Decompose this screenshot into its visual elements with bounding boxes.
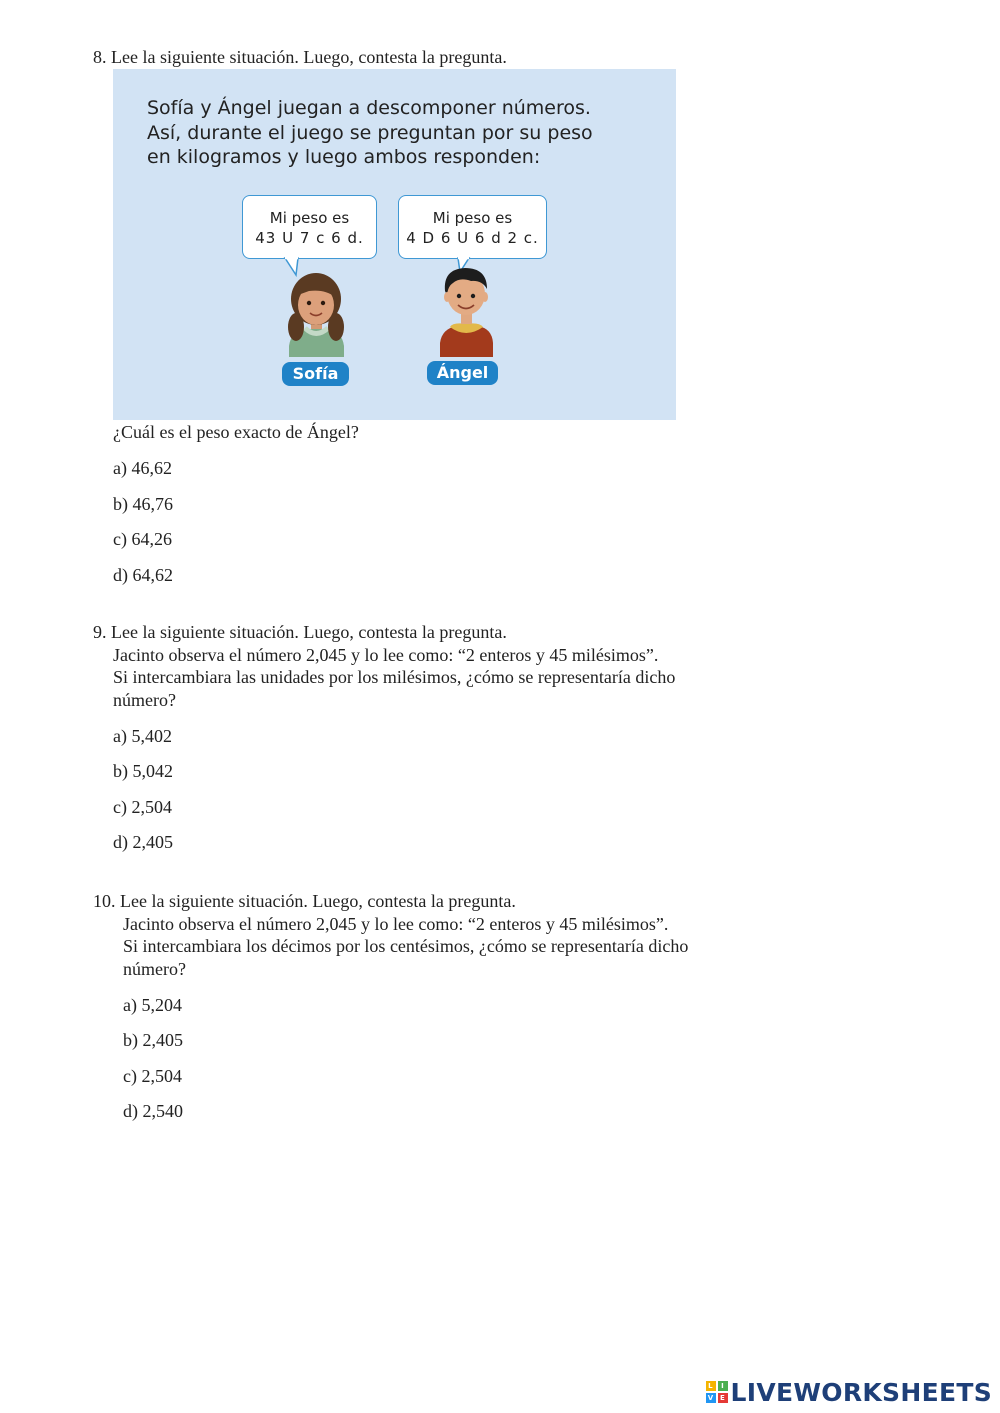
- characters-drawing: [113, 69, 676, 420]
- q8-illustration: [113, 69, 676, 420]
- option-8c[interactable]: c) 64,26: [113, 529, 172, 549]
- question-10-text: Jacinto observa el número 2,045 y lo lee como: “2 enteros y 45 milésimos”. Si intercambiara los décimos por los centésimos, ¿cómo se representaría dicho número? a) 5,204 b) 2,405 c) 2,504 d) 2,540: [123, 913, 689, 1121]
- question-8: [93, 46, 507, 69]
- question-9-options: [113, 725, 675, 854]
- question-10-number: 10.: [93, 891, 116, 911]
- question-10: 10. Lee la siguiente situación. Luego, contesta la pregunta. Jacinto observa el número 2,045 y lo lee como: “2 enteros y 45 milésimos”. Si intercambiara los décimos por los centésimos, ¿cómo se representaría dicho número? a) 5,204 b) 2,405 c) 2,504 d) 2,540: [93, 891, 689, 1121]
- option-8d[interactable]: d) 64,62: [113, 564, 173, 585]
- question-8-options: [113, 457, 359, 586]
- angel-label: Ángel: [427, 361, 498, 385]
- option-10d[interactable]: d) 2,540: [123, 1101, 183, 1121]
- question-9-text: Jacinto observa el número 2,045 y lo lee como: “2 enteros y 45 milésimos”. Si intercambiara las unidades por los milésimos, ¿cómo se representaría dicho número? a) 5,402 b) 5,042 c) 2,504 d) 2,405: [113, 644, 676, 852]
- option-9a[interactable]: a) 5,402: [113, 725, 172, 746]
- liveworksheets-logo: [706, 1377, 992, 1407]
- question-8-body: [93, 421, 359, 586]
- sofia-bubble-tail: [285, 258, 298, 275]
- question-9: 9. Lee la siguiente situación. Luego, contesta la pregunta. Jacinto observa el número 2,045 y lo lee como: “2 enteros y 45 milésimos”. Si intercambiara las unidades por los milésimos, ¿cómo se representaría dicho número? a) 5,402 b) 5,042 c) 2,504 d) 2,405: [93, 622, 676, 852]
- angel-boy-icon: [440, 268, 493, 357]
- option-10a[interactable]: a) 5,204: [123, 994, 182, 1015]
- q8-illustration-text: Sofía y Ángel juegan a descomponer números. Así, durante el juego se preguntan por su peso en kilogramos y luego ambos responden:: [147, 97, 593, 168]
- option-9d[interactable]: d) 2,405: [113, 832, 173, 852]
- question-8-intro: 8. Lee la siguiente situación. Luego, contesta la pregunta.: [93, 47, 507, 67]
- question-10-options: [123, 994, 688, 1123]
- question-9-number: 9.: [93, 622, 107, 642]
- sofia-girl-icon: [288, 273, 344, 357]
- sofia-label: Sofía: [282, 362, 349, 386]
- option-10c[interactable]: c) 2,504: [123, 1065, 182, 1086]
- option-10b[interactable]: b) 2,405: [123, 1030, 183, 1050]
- question-8-number: 8.: [93, 47, 107, 67]
- sofia-speech-bubble: Mi peso es 43 U 7 c 6 d.: [242, 195, 377, 259]
- option-9b[interactable]: b) 5,042: [113, 761, 173, 781]
- option-9c[interactable]: c) 2,504: [113, 796, 172, 817]
- angel-speech-bubble: Mi peso es 4 D 6 U 6 d 2 c.: [398, 195, 547, 259]
- liveworksheets-logo-icon: L I V E: [706, 1381, 728, 1403]
- liveworksheets-logo-text: LIVEWORKSHEETS: [730, 1377, 992, 1407]
- question-8-prompt: ¿Cuál es el peso exacto de Ángel?: [113, 422, 359, 442]
- option-8b[interactable]: b) 46,76: [113, 493, 173, 514]
- option-8a[interactable]: a) 46,62: [113, 458, 172, 478]
